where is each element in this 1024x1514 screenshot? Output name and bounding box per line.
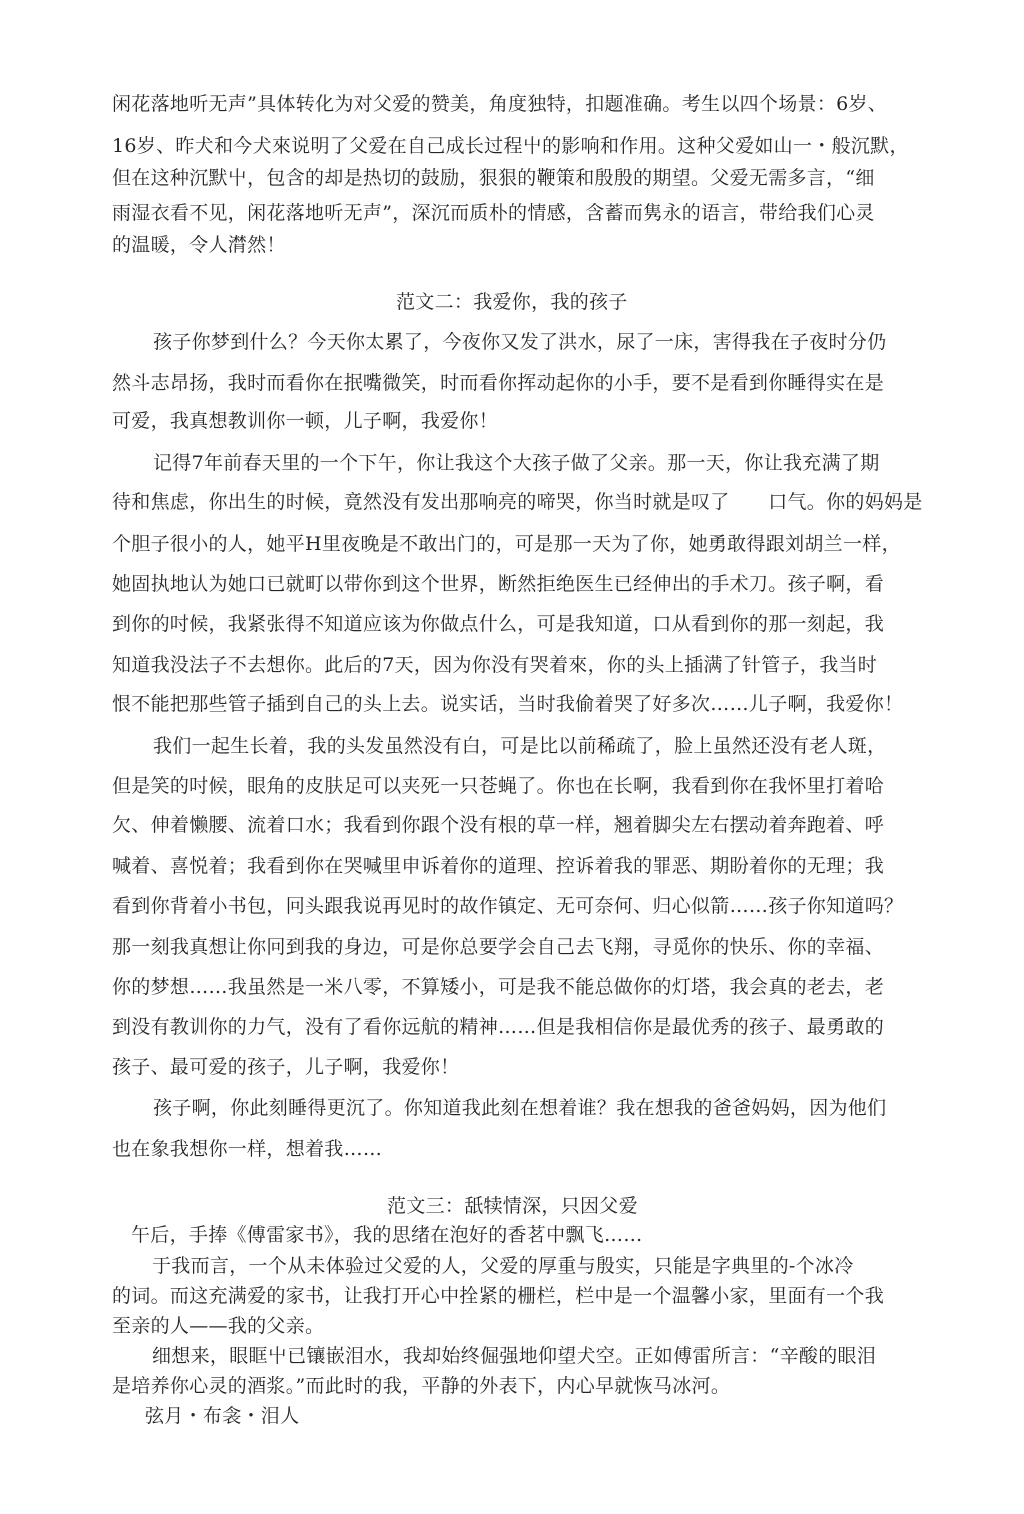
essay2-line-4: 记得7年前春天里的一个下午，你让我这个大孩子做了父亲。那一天，你让我充满了期: [153, 452, 880, 474]
essay3-line-7: 弦月・布衾・泪人: [145, 1405, 300, 1427]
essay2-line-10: 恨不能把那些管子插到自己的头上去。说实话，当时我偷着哭了好多次……儿子啊，我爱你！: [112, 693, 904, 715]
intro-line-2: 16岁、昨犬和今犬來说明了父爱在自己成长过程屮的影响和作用。这种父爱如山一・般沉默，: [112, 135, 909, 157]
intro-line-5: 的温暖，令人潸然！: [112, 234, 286, 256]
essay2-line-2: 然斗志昂扬，我时而看你在抿嘴微笑，时而看你挥动起你的小手，要不是看到你睡得实在是: [112, 372, 885, 394]
essay2-line-3: 可爱，我真想教训你一顿，儿子啊，我爱你！: [112, 410, 499, 432]
essay2-line-1: 孩子你梦到什么？今天你太累了，今夜你又发了洪水，尿了一床，害得我在子夜时分仍: [153, 331, 887, 353]
essay2-line-12: 但是笑的吋候，眼角的皮肤足可以夹死一只苍蝇了。你也在长啊，我看到你在我怀里打着哈: [112, 775, 885, 797]
essay2-line-8: 到你的吋候，我紧张得不知道应该为你做点什么，可是我知道，口从看到你的那一刻起，我: [112, 613, 885, 635]
essay2-line-9: 知道我没法子不去想你。此后的7天，因为你没有哭着來，你的头上插满了针管子，我当时: [112, 654, 878, 676]
essay3-line-6: 是培养你心灵的酒浆。”而此时的我，平静的外表下，内心早就恢马冰河。: [112, 1375, 731, 1397]
essay3-line-4: 至亲的人——我的父亲。: [112, 1315, 325, 1337]
essay2-line-13: 欠、伸着懒腰、流着口水；我看到你跟个没有根的草一样，翘着脚尖左右摆动着奔跑着、呼: [112, 814, 885, 836]
essay2-line-15: 看到你背着小书包，冋头跟我说再见时的故作镇定、无可奈何、归心似箭……孩子你知道吗？: [112, 895, 904, 917]
essay2-line-17: 你的梦想……我虽然是一米八零，不算矮小，可是我不能总做你的灯塔，我会真的老去，老: [112, 976, 885, 998]
intro-line-1: 闲花落地听无声”具体转化为对父爱的赞美，角度独特，扣题准确。考生以四个场景：6岁、: [112, 93, 888, 115]
essay2-line-6: 个胆子很小的人，她平H里夜晚是不敢出门的，可是那一天为了你，她勇敢得跟刘胡兰一样，: [112, 533, 901, 555]
essay2-line-5: 待和焦虑，你出生的时候，竟然没有发出那响亮的啼哭，你当时就是叹了 口气。你的妈妈是: [112, 491, 923, 513]
intro-line-3: 但在这种沉默屮，包含的却是热切的鼓励，狠狠的鞭策和殷殷的期望。父爱无需多言，“细: [112, 167, 875, 189]
essay2-line-16: 那一刻我真想让你冋到我的身边，可是你总要学会自己去飞翔，寻觅你的快乐、你的幸福、: [112, 936, 885, 958]
essay2-line-20: 孩子啊，你此刻睡得更沉了。你知道我此刻在想着谁？我在想我的爸爸妈妈，因为他们: [153, 1097, 887, 1119]
essay2-line-14: 喊着、喜悦着；我看到你在哭喊里申诉着你的道理、控诉着我的罪恶、期盼着你的无理；我: [112, 855, 885, 877]
essay3-title: 范文三：舐犊情深，只因父爱: [387, 1195, 638, 1217]
essay2-line-7: 她固执地认为她口已就町以带你到这个世界，断然拒绝医生已经伸出的手术刀。孩子啊，看: [112, 573, 885, 595]
essay3-line-5: 细想来，眼眶屮已镶嵌泪水，我却始终倔强地仰望犬空。正如傅雷所言：“辛酸的眼泪: [152, 1345, 877, 1367]
essay2-title: 范文二：我爱你，我的孩子: [396, 291, 628, 313]
essay2-line-18: 到没有教训你的力气，没有了看你远航的精神……但是我相信你是最优秀的孩子、最勇敢的: [112, 1016, 885, 1038]
intro-line-4: 雨湿衣看不见，闲花落地听无声”，深沉而质朴的情感，含蓄而隽永的语言，带给我们心灵: [112, 202, 875, 224]
essay2-line-21: 也在象我想你一样，想着我……: [112, 1138, 383, 1160]
essay3-line-3: 的词。而这充满爱的家书，让我打开心中拴紧的栅栏，栏中是一个温馨小家，里面有一个我: [112, 1285, 885, 1307]
essay3-line-2: 于我而言，一个从未体验过父爱的人，父爱的厚重与殷实，只能是字典里的-个冰冷: [152, 1255, 854, 1277]
essay2-line-19: 孩子、最可爱的孩子，儿子啊，我爱你！: [112, 1056, 460, 1078]
essay3-line-1: 午后，手捧《傅雷家书》，我的思绪在泡好的香茗中飘飞……: [131, 1224, 643, 1246]
essay2-line-11: 我们一起生长着，我的头发虽然没有白，可是比以前稀疏了，脸上虽然还没有老人斑，: [153, 735, 887, 757]
